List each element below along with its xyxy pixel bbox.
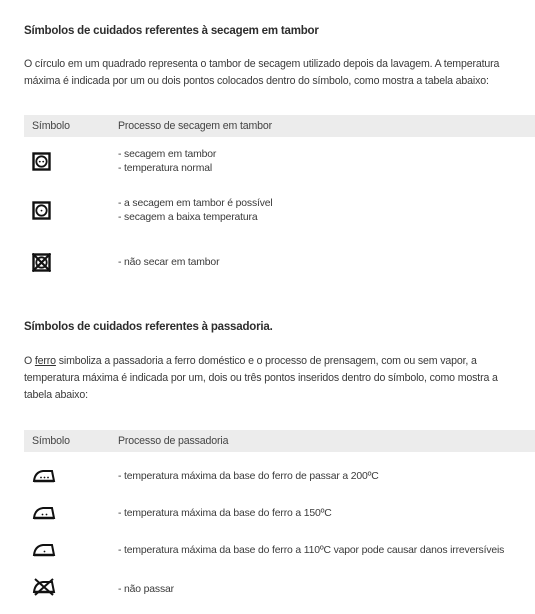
drum-col-process: Processo de secagem em tambor (118, 120, 273, 132)
iron-intro-line (24, 353, 524, 370)
drum-section-title: Símbolos de cuidados referentes à secagem em tambor (24, 25, 319, 37)
drum-intro-line: O círculo em um quadrado representa o tambor de secagem utilizado depois da lavagem. A temperatura (24, 58, 500, 70)
iron-intro (24, 353, 524, 404)
iron-row-text: - não passar (118, 584, 174, 595)
iron-intro-prefix: O (24, 355, 35, 367)
iron-section-title: Símbolos de cuidados referentes à passadoria. (24, 321, 273, 333)
iron-table-header (24, 430, 535, 452)
drum-row-text (118, 148, 216, 176)
drum-row-line: - não secar em tambor (118, 257, 220, 268)
iron-row-text: - temperatura máxima da base do ferro a 150ºC (118, 508, 332, 519)
drum-intro (24, 56, 524, 90)
iron-medium-icon (32, 505, 56, 526)
drum-row-line: - secagem a baixa temperatura (118, 212, 258, 223)
tumble-dry-normal-icon (32, 152, 51, 176)
iron-col-process: Processo de passadoria (118, 435, 229, 447)
iron-high-icon (32, 468, 56, 489)
iron-intro-line: tabela abaixo: (24, 389, 88, 401)
drum-table-header (24, 115, 535, 137)
iron-row-text: - temperatura máxima da base do ferro de passar a 200ºC (118, 471, 379, 482)
drum-row-line: - secagem em tambor (118, 149, 217, 160)
drum-row-line: - temperatura normal (118, 163, 213, 174)
do-not-tumble-dry-icon (32, 253, 51, 277)
iron-link[interactable]: ferro (34, 355, 56, 367)
iron-intro-line: temperatura máxima é indicada por um, dois ou três pontos inseridos dentro do símbolo, como mostra a (24, 372, 498, 384)
drum-intro-line: máxima é indicada por um ou dois pontos colocados dentro do símbolo, como mostra a tabela abaixo: (24, 75, 489, 87)
drum-row-text (118, 256, 219, 270)
iron-intro-suffix: simboliza a passadoria a ferro doméstico e o processo de prensagem, com ou sem vapor, a (55, 355, 477, 367)
drum-row-text (118, 197, 273, 225)
drum-row-line: - a secagem em tambor é possível (118, 198, 273, 209)
iron-low-icon (32, 542, 56, 563)
tumble-dry-low-icon (32, 201, 51, 225)
iron-col-symbol: Símbolo (32, 435, 70, 447)
drum-col-symbol: Símbolo (32, 120, 70, 132)
do-not-iron-icon (32, 578, 56, 601)
iron-row-text: - temperatura máxima da base do ferro a 110ºC vapor pode causar danos irreversíveis (118, 545, 505, 556)
